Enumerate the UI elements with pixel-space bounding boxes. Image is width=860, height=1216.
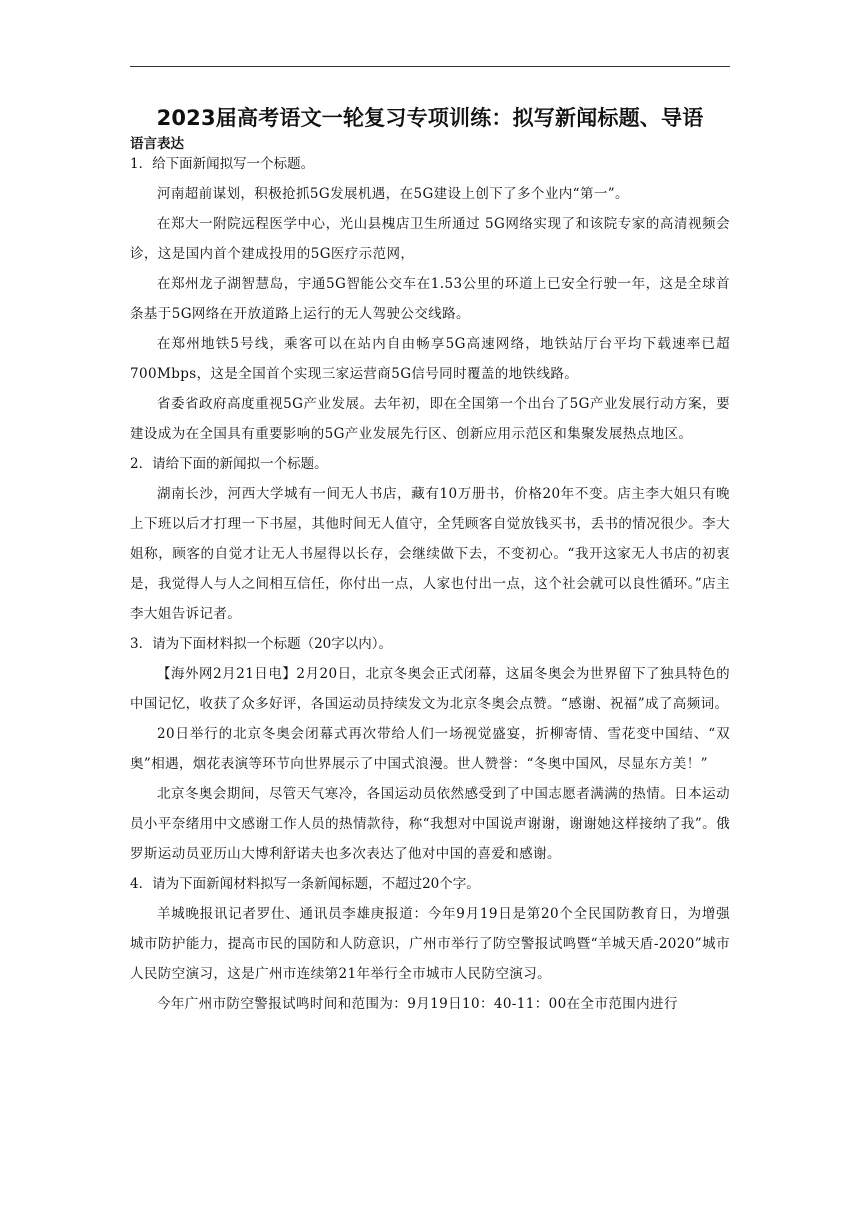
paragraph: 省委省政府高度重视5G产业发展。去年初，即在全国第一个出台了5G产业发展行动方案，要建设成为在全国具有重要影响的5G产业发展先行区、创新应用示范区和集聚发展热点地区。 (130, 396, 730, 442)
header-rule (130, 66, 730, 67)
paragraph: 在郑州地铁5号线，乘客可以在站内自由畅享5G高速网络，地铁站厅台平均下载速率已超700Mbps，这是全国首个实现三家运营商5G信号同时覆盖的地铁线路。 (130, 336, 730, 382)
question-prompt: 2．请给下面的新闻拟一个标题。 (130, 456, 328, 472)
paragraph: 北京冬奥会期间，尽管天气寒冷，各国运动员依然感受到了中国志愿者满满的热情。日本运动员小平奈绪用中文感谢工作人员的热情款待，称“我想对中国说声谢谢，谢谢她这样接纳了我”。俄罗斯运动员亚历山大博利舒诺夫也多次表达了他对中国的喜爱和感谢。 (130, 786, 730, 862)
document-body (130, 149, 730, 1019)
question-prompt: 3．请为下面材料拟一个标题（20字以内）。 (130, 636, 393, 652)
section-heading: 语言表达 (130, 136, 184, 152)
paragraph: 河南超前谋划，积极抢抓5G发展机遇，在5G建设上创下了多个业内“第一”。 (157, 186, 629, 202)
paragraph: 【海外网2月21日电】2月20日，北京冬奥会正式闭幕，这届冬奥会为世界留下了独具特色的中国记忆，收获了众多好评，各国运动员持续发文为北京冬奥会点赞。“感谢、祝福”成了高频词。 (130, 666, 730, 712)
paragraph: 在郑州龙子湖智慧岛，宇通5G智能公交车在1.53公里的环道上已安全行驶一年，这是全球首条基于5G网络在开放道路上运行的无人驾驶公交线路。 (130, 276, 730, 322)
paragraph: 羊城晚报讯记者罗仕、通讯员李雄庚报道：今年9月19日是第20个全民国防教育日，为增强城市防护能力，提高市民的国防和人防意识，广州市举行了防空警报试鸣暨“羊城天盾-2020”城市人民防空演习，这是广州市连续第21年举行全市城市人民防空演习。 (130, 906, 730, 982)
paragraph: 湖南长沙，河西大学城有一间无人书店，藏有10万册书，价格20年不变。店主李大姐只有晚上下班以后才打理一下书屋，其他时间无人值守，全凭顾客自觉放钱买书，丢书的情况很少。李大姐称，顾客的自觉才让无人书屋得以长存，会继续做下去，不变初心。“我开这家无人书店的初衷是，我觉得人与人之间相互信任，你付出一点，人家也付出一点，这个社会就可以良性循环。”店主李大姐告诉记者。 (130, 486, 731, 622)
page-title: 2023届高考语文一轮复习专项训练：拟写新闻标题、导语 (156, 106, 704, 130)
paragraph: 20日举行的北京冬奥会闭幕式再次带给人们一场视觉盛宴，折柳寄情、雪花变中国结、“双奥”相遇，烟花表演等环节向世界展示了中国式浪漫。世人赞誉：“冬奥中国风，尽显东方美！” (130, 726, 730, 772)
paragraph: 在郑大一附院远程医学中心，光山县槐店卫生所通过 5G网络实现了和该院专家的高清视频会诊，这是国内首个建成投用的5G医疗示范网， (130, 216, 730, 262)
question-prompt: 4．请为下面新闻材料拟写一条新闻标题，不超过20个字。 (130, 876, 480, 892)
question-prompt: 1．给下面新闻拟写一个标题。 (130, 156, 315, 172)
paragraph: 今年广州市防空警报试鸣时间和范围为：9月19日10：40-11：00在全市范围内进行 (157, 996, 678, 1012)
